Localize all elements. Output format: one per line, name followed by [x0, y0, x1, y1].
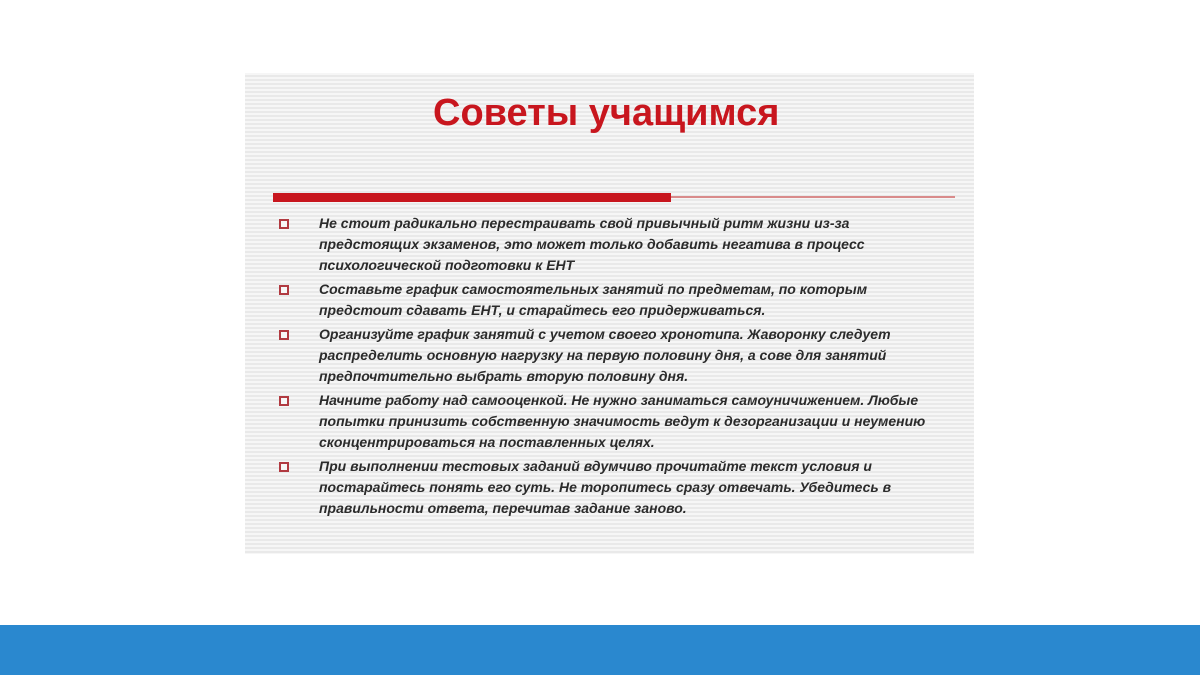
- tip-text: Организуйте график занятий с учетом своего хронотипа. Жаворонку следует распределить основную нагрузку на первую половину дня, а сове для занятий предпочтительно выбрать вторую половину дня.: [319, 326, 891, 384]
- tip-item: [277, 279, 947, 321]
- tip-text: При выполнении тестовых заданий вдумчиво прочитайте текст условия и постарайтесь понять его суть. Не торопитесь сразу отвечать. Убедитесь в правильности ответа, перечитав задание заново.: [319, 458, 892, 516]
- divider-thick-segment: [273, 193, 671, 202]
- hollow-square-bullet-icon: [279, 219, 289, 229]
- title-divider: [273, 191, 955, 202]
- tip-text: Не стоит радикально перестраивать свой привычный ритм жизни из-за предстоящих экзаменов, это может только добавить негатива в процесс психологической подготовки к ЕНТ: [319, 215, 865, 273]
- hollow-square-bullet-icon: [279, 396, 289, 406]
- tip-item: [277, 390, 947, 453]
- hollow-square-bullet-icon: [279, 462, 289, 472]
- divider-thin-segment: [671, 196, 955, 198]
- tip-item: [277, 456, 947, 519]
- hollow-square-bullet-icon: [279, 330, 289, 340]
- tip-text: Составьте график самостоятельных занятий по предметам, по которым предстоит сдавать ЕНТ, и старайтесь его придерживаться.: [319, 281, 868, 318]
- slide-card: [245, 73, 974, 554]
- tip-item: [277, 324, 947, 387]
- slide-title: Советы учащимся: [433, 92, 780, 134]
- tip-item: [277, 213, 947, 276]
- tips-list: [277, 213, 947, 522]
- hollow-square-bullet-icon: [279, 285, 289, 295]
- bottom-band: [0, 625, 1200, 675]
- tip-text: Начните работу над самооценкой. Не нужно заниматься самоуничижением. Любые попытки принизить собственную значимость ведут к дезорганизации и неумению сконцентрироваться на поставленных целях.: [319, 392, 926, 450]
